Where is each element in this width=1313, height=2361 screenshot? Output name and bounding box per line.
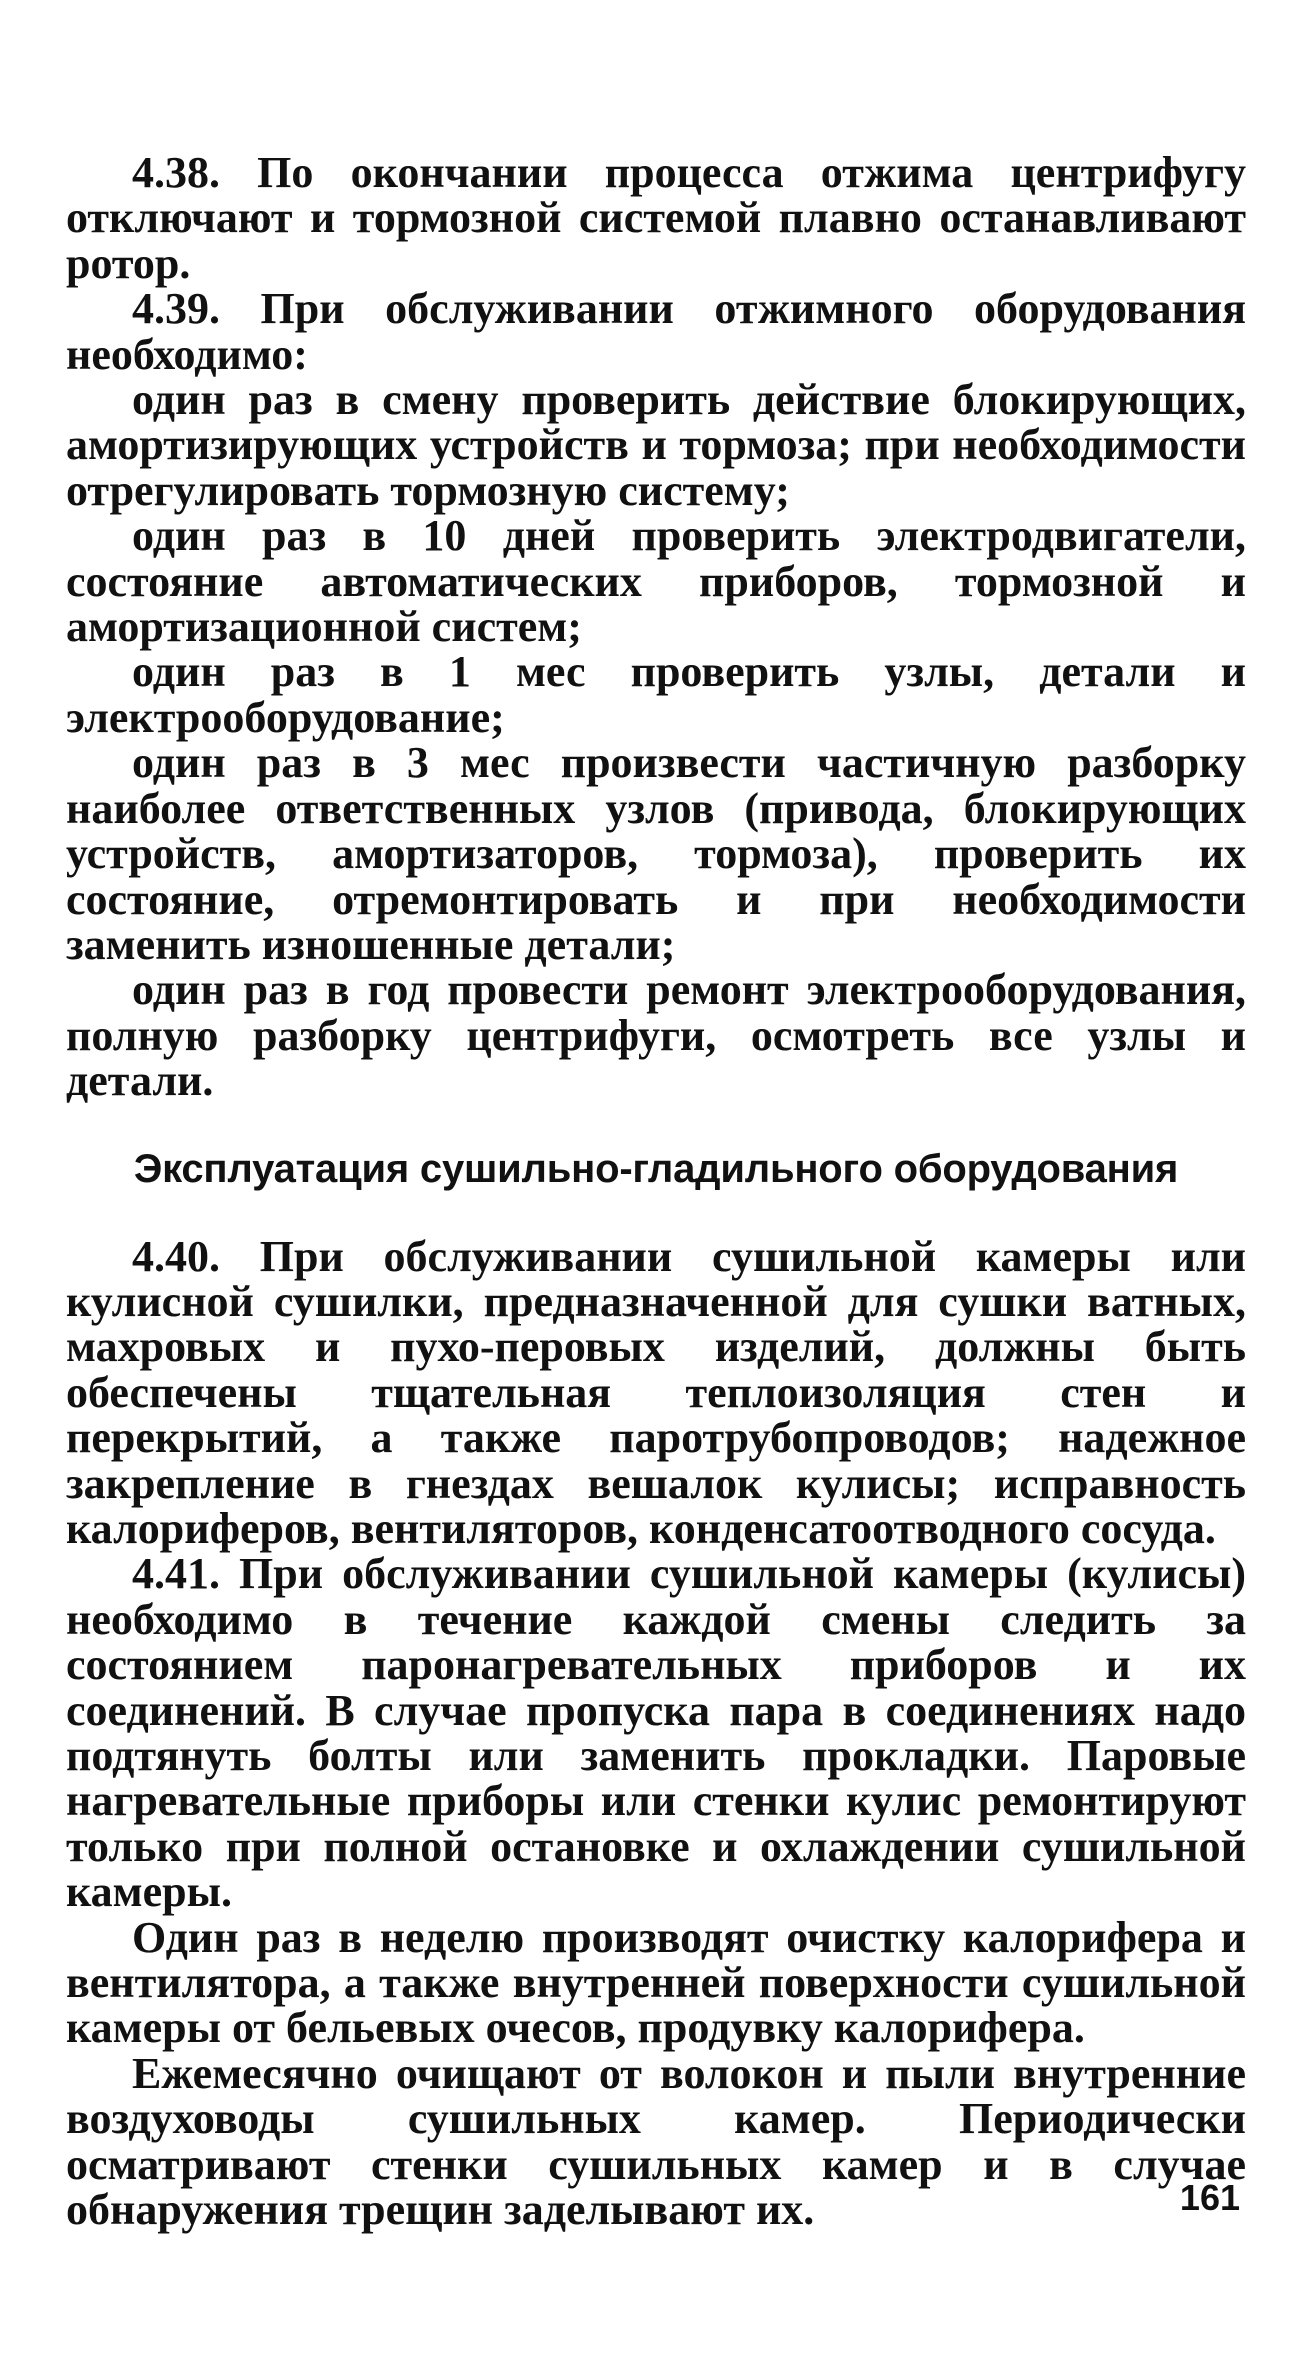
paragraph-monthly-cleaning: Ежемесячно очищают от волокон и пыли внутренние воздуховоды сушильных камер. Периодически осматривают стенки сушильных камер и в случае обнаружения трещин заделывают их. (66, 2048, 1246, 2235)
paragraph-weekly-cleaning: Один раз в неделю производят очистку калорифера и вентилятора, а также внутренней поверхности сушильной камеры от бельевых очесов, продувку калорифера. (66, 1912, 1246, 2053)
list-item-per-shift: один раз в смену проверить действие блокирующих, амортизирующих устройств и тормоза; при необходимости отрегулировать тормозную систему; (66, 375, 1246, 515)
paragraph-4-39: 4.39. При обслуживании отжимного оборудования необходимо: (66, 284, 1246, 379)
page-number: 161 (1179, 2177, 1240, 2218)
paragraph-4-38: 4.38. По окончании процесса отжима центрифугу отключают и тормозной системой плавно останавливают ротор. (66, 148, 1246, 288)
document-page (66, 150, 1246, 2290)
list-item-every-3-months: один раз в 3 мес произвести частичную разборку наиболее ответственных узлов (привода, блокирующих устройств, амортизаторов, тормоза), проверить их состояние, отремонтировать и при необходимости заменить изношенные детали; (66, 738, 1246, 969)
list-item-monthly: один раз в 1 мес проверить узлы, детали и электрооборудование; (66, 647, 1246, 742)
paragraph-4-40: 4.40. При обслуживании сушильной камеры или кулисной сушилки, предназначенной для сушки ватных, махровых и пухо-перовых изделий, должны быть обеспечены тщательная теплоизоляция стен и перекрытий, а также паротрубопроводов; надежное закрепление в гнездах вешалок кулисы; исправность калориферов, вентиляторов, конденсатоотводного сосуда. (66, 1231, 1246, 1553)
list-item-every-10-days: один раз в 10 дней проверить электродвигатели, состояние автоматических приборов, тормозной и амортизационной систем; (66, 511, 1246, 652)
section-heading: Эксплуатация сушильно-гладильного оборудования (133, 1146, 1179, 1191)
list-item-yearly: один раз в год провести ремонт электрооборудования, полную разборку центрифуги, осмотреть все узлы и детали. (66, 965, 1246, 1106)
paragraph-4-41: 4.41. При обслуживании сушильной камеры (кулисы) необходимо в течение каждой смены следить за состоянием паронагревательных приборов и их соединений. В случае пропуска пара в соединениях надо подтянуть болты или заменить прокладки. Паровые нагревательные приборы или стенки кулис ремонтируют только при полной остановке и охлаждении сушильной камеры. (66, 1549, 1246, 1917)
